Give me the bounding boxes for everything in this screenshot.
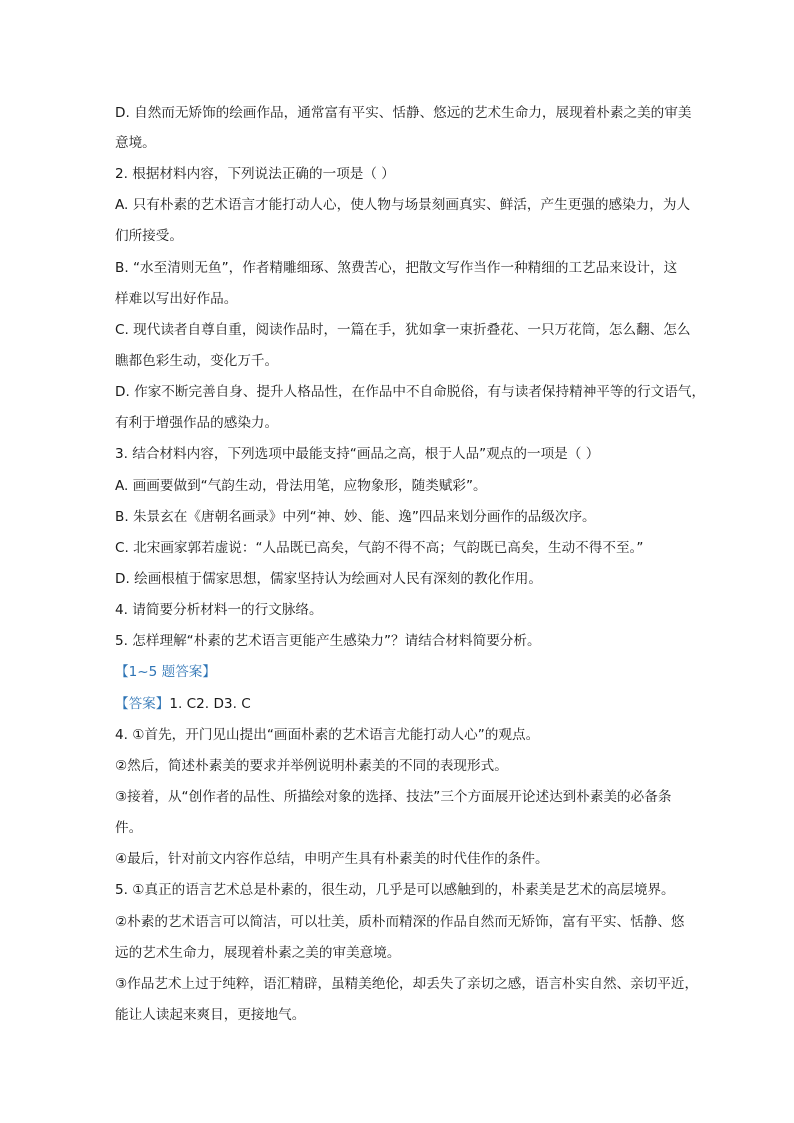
text-line: D. 作家不断完善自身、提升人格品性，在作品中不自命脱俗，有与读者保持精神平等的行文语气， [115, 384, 705, 400]
text-line: 5. ①真正的语言艺术总是朴素的，很生动，几乎是可以感触到的，朴素美是艺术的高层境界。 [115, 882, 675, 898]
question-2: 2. 根据材料内容，下列说法正确的一项是（ ） [115, 166, 395, 182]
question-3: 3. 结合材料内容，下列选项中最能支持“画品之高，根于人品”观点的一项是（ ） [115, 446, 600, 462]
text-line: C. 北宋画家郭若虚说：“人品既已高矣，气韵不得不高；气韵既已高矣，生动不得不至。” [115, 540, 644, 556]
text-line: 们所接受。 [115, 228, 183, 244]
text-line: 有利于增强作品的感染力。 [115, 415, 279, 431]
text-line: B. “水至清则无鱼”，作者精雕细琢、煞费苦心，把散文写作当作一种精细的工艺品来设计，这 [115, 260, 678, 276]
text-line: 瞧都色彩生动，变化万千。 [115, 353, 279, 369]
text-line: ③接着，从“创作者的品性、所描绘对象的选择、技法”三个方面展开论述达到朴素美的必备条 [115, 789, 672, 805]
answer-line [115, 694, 705, 714]
text-line: A. 画画要做到“气韵生动，骨法用笔，应物象形，随类赋彩”。 [115, 478, 487, 494]
text-line: A. 只有朴素的艺术语言才能打动人心，使人物与场景刻画真实、鲜活，产生更强的感染力，为人 [115, 197, 691, 213]
text-line: 能让人读起来爽目，更接地气。 [115, 1007, 306, 1023]
text-line: B. 朱景玄在《唐朝名画录》中列“神、妙、能、逸”四品来划分画作的品级次序。 [115, 509, 596, 525]
text-line: 件。 [115, 820, 143, 836]
question-5: 5. 怎样理解“朴素的艺术语言更能产生感染力”？请结合材料简要分析。 [115, 633, 541, 649]
answer-text: 1. C2. D3. C [169, 696, 251, 712]
answer-tag: 【答案】 [115, 696, 170, 712]
text-line: D. 自然而无矫饰的绘画作品，通常富有平实、恬静、悠远的艺术生命力，展现着朴素之美的审美 [115, 105, 692, 121]
text-line: D. 绘画根植于儒家思想，儒家坚持认为绘画对人民有深刻的教化作用。 [115, 571, 542, 587]
text-line: ②朴素的艺术语言可以简洁，可以壮美，质朴而精深的作品自然而无矫饰，富有平实、恬静、悠 [115, 914, 685, 930]
text-line: 意境。 [115, 135, 156, 151]
text-line: ③作品艺术上过于纯粹，语汇精辟，虽精美绝伦，却丢失了亲切之感，语言朴实自然、亲切平近， [115, 976, 699, 992]
text-line: 样难以写出好作品。 [115, 291, 238, 307]
text-line: 远的艺术生命力，展现着朴素之美的审美意境。 [115, 945, 401, 961]
text-line: ④最后，针对前文内容作总结，申明产生具有朴素美的时代佳作的条件。 [115, 851, 549, 867]
text-line: ②然后，简述朴素美的要求并举例说明朴素美的不同的表现形式。 [115, 758, 508, 774]
text-line: C. 现代读者自尊自重，阅读作品时，一篇在手，犹如拿一束折叠花、一只万花筒，怎么翻、怎么 [115, 322, 691, 338]
question-4: 4. 请简要分析材料一的行文脉络。 [115, 602, 323, 618]
text-line: 4. ①首先，开门见山提出“画面朴素的艺术语言尤能打动人心”的观点。 [115, 727, 540, 743]
section-tag: 【1~5 题答案】 [115, 664, 216, 680]
